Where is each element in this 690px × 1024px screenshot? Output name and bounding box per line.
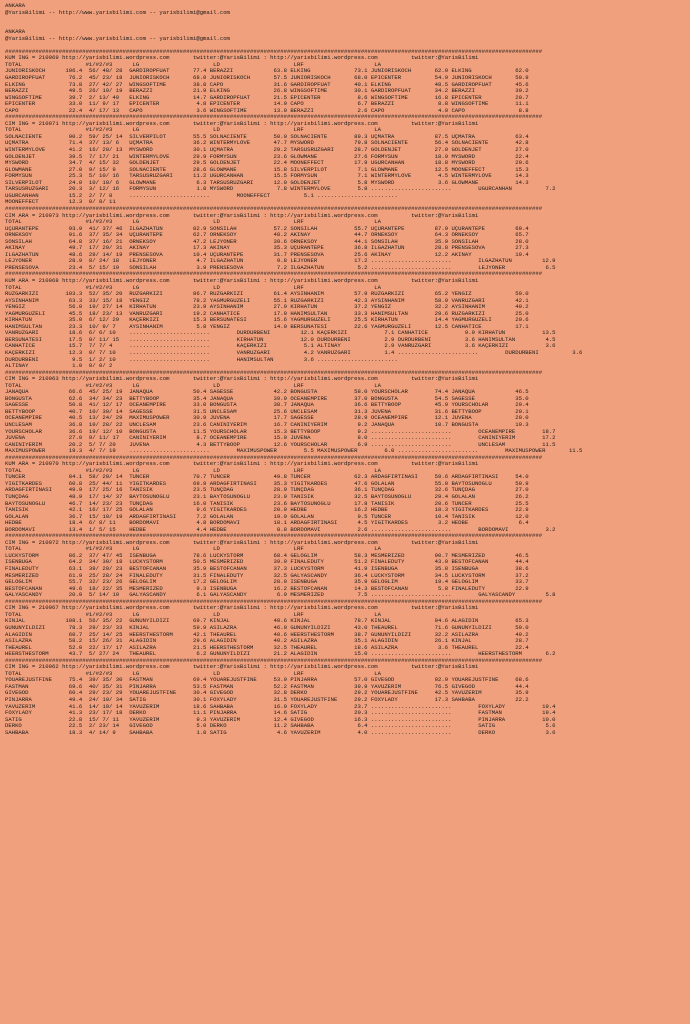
table-row: HEERSTHESTORM 43.7 5/ 27/ 24 THEAUREL 6.2 GÜNÜNYILDIZI 21.2 ALAGIDIN 15.0 ........................ HEERSTHESTORM 6.2 <box>5 651 556 658</box>
table-row: SATIG 22.8 15/ 7/ 11 YAVUZERIM 9.3 YAVUZERIM 12.4 GIVEGOD 16.3 ........................ PINJARRA 10.0 <box>5 716 556 723</box>
column-headers: TOTAL #1/#2/#3 LG LD LRF LA <box>5 61 381 68</box>
column-headers: TOTAL #1/#2/#3 LG LD LRF LA <box>5 127 381 134</box>
race-section <box>5 370 686 455</box>
table-row: MYSWORD 34.7 4/ 15/ 32 GOLDENJET 29.5 GOLDENJET 22.4 MOONEFFECT 17.9 UGURCANHAN 18.8 MYSWORD 20.6 <box>5 160 529 167</box>
separator-line: ################################################################################################################################################################ <box>5 454 543 461</box>
table-row: ILGAZHATUN 48.6 29/ 14/ 19 PRENSESOVA 10.4 UÇURANTEPE 31.7 PRENSESOVA 25.6 AKINAY 12.2 AKINAY 19.4 <box>5 251 529 258</box>
table-row: ALAGIDIN 60.7 25/ 14/ 25 HEERSTHESTORM 42.1 THEAUREL 40.6 HEERSTHESTORM 38.7 GÜNÜNYILDIZI 32.2 ASILAZRA 49.2 <box>5 631 529 638</box>
separator-line: ################################################################################################################################################################ <box>5 533 543 540</box>
header-line: ANKARA <box>5 29 26 36</box>
table-row: TUNCER 84.1 58/ 29/ 14 TUNCER 70.7 TUNCER 49.8 TUNCER 62.3 ARDAGFIRTINASI 59.6 ARDAGFIRTINASI 54.0 <box>5 474 529 481</box>
header-line: @YarisBilimi -- http://www.yarisbilimi.com -- yarisbilimi@gmail.com <box>5 35 230 42</box>
race-title: KUM ING = 210069 http://yarisbilimi.wordpress.com twitter:@YarisBilimi : http://yarisbilimi.wordpress.com twitter:@YarisBilimi <box>5 55 479 62</box>
table-row: THEAUREL 52.0 22/ 17/ 17 ASILAZRA 21.5 HEERSTHESTORM 32.5 THEAUREL 18.6 ASILAZRA 3.6 THEAUREL 22.4 <box>5 644 529 651</box>
separator-line: ################################################################################################################################################################ <box>5 114 543 121</box>
race-section <box>5 658 686 737</box>
table-row: JANAQUA 66.6 45/ 25/ 19 JANAQUA 50.4 SAGESSE 42.2 BONGUSTA 58.0 YOURSCHOLAR 74.4 JANAQUA 46.5 <box>5 389 529 396</box>
race-title: CIM ING = 210062 http://yarisbilimi.wordpress.com twitter:@YarisBilimi : http://yarisbilimi.wordpress.com twitter:@YarisBilimi <box>5 664 479 671</box>
table-row: ÖRNEKSOY 91.6 37/ 35/ 34 UÇURANTEPE 62.7 ÖRNEKSOY 48.2 AKINAY 44.7 ÖRNEKSOY 64.3 ÖRNEKSOY 65.7 <box>5 232 529 239</box>
table-row: GOLDENJET 39.5 7/ 17/ 21 WINTERMYLOVE 29.9 FORMYSUN 23.6 GLOWMANE 27.6 FORMYSUN 18.9 MYSWORD 22.4 <box>5 153 529 160</box>
table-row: FOXYLADY 41.3 23/ 17/ 18 DERKO 11.1 PINJARRA 14.6 SATIG 20.3 ........................ FASTMAN 19.4 <box>5 710 556 717</box>
table-row: EPICENTER 33.0 11/ 9/ 17 EPICENTER 4.8 EPICENTER 14.9 CAPO 6.7 BERAZZI 8.8 WINGSOFTIME 11.1 <box>5 101 529 108</box>
header-line: ANKARA <box>5 3 26 9</box>
table-row: KINJAL 108.1 56/ 35/ 22 GÜNÜNYILDIZI 69.7 KINJAL 48.6 KINJAL 78.7 KINJAL 94.6 ALAGIDIN 65.3 <box>5 618 529 625</box>
table-row: BERAZZI 49.5 26/ 19/ 19 BERAZZI 21.9 ELKING 26.8 WINGSOFTIME 30.1 GARDIROPFUAT 34.2 BERAZZI 30.2 <box>5 88 529 95</box>
header-line: @YarisBilimi -- http://www.yarisbilimi.com -- yarisbilimi@gmail.com <box>5 9 230 16</box>
table-row: GALYASCANDY 20.0 5/ 14/ 19 GALYASCANDY 6.1 GALYASCANDY 6.9 MESMERIZED 7.5 ........................ GALYASCANDY 5.8 <box>5 592 556 599</box>
table-row: ALTINAY 1.0 0/ 0/ 2 <box>5 363 113 370</box>
table-row: HEDBE 18.4 6/ 8/ 11 BORDOMAVI 4.8 BORDOMAVI 18.1 ARDAGFIRTINASI 4.5 YIGITKARDES 3.2 HEDBE 6.4 <box>5 520 529 527</box>
separator-line: ################################################################################################################################################################ <box>5 598 543 605</box>
table-row: WINGSOFTIME 39.7 2/ 13/ 49 ELKING 14.7 GARDIROPFUAT 21.5 EPICENTER 8.6 WINGSOFTIME 16.8 EPICENTER 20.7 <box>5 94 529 101</box>
column-headers: TOTAL #1/#2/#3 LG LD LRF LA <box>5 467 381 474</box>
table-row: CANHATICE 15.7 7/ 7/ 4 ........................ KAÇERKIZI 5.1 ALTINAY 2.9 VANRÜZGARI 3.6 KAÇERKIZI 3.6 <box>5 343 556 350</box>
race-title: CIM ING = 210071 http://yarisbilimi.wordpress.com twitter:@YarisBilimi : http://yarisbilimi.wordpress.com twitter:@YarisBilimi <box>5 120 479 127</box>
race-section <box>5 533 686 598</box>
table-row: BERSUNATESI 17.5 0/ 11/ 15 ........................ KIRHATUN 12.0 DURDURBENI 2.9 DURDURBENI 3.6 HANIMSULTAN 4.5 <box>5 336 556 343</box>
table-row: SONSILAH 64.8 37/ 16/ 21 ÖRNEKSOY 47.2 LEJYONER 39.6 ÖRNEKSOY 44.1 SONSILAH 35.9 SONSILAH 28.0 <box>5 238 529 245</box>
table-row: RÜZGARKIZI 103.3 52/ 35/ 20 RÜZGARKIZI 86.7 RÜZGARKIZI 61.4 AYSINHANIM 57.9 RÜZGARKIZI 65.2 YENGIZ 59.0 <box>5 291 529 298</box>
table-row: UÇMATRA 71.4 37/ 13/ 6 UÇMATRA 36.2 WINTERMYLOVE 47.7 MYSWORD 79.8 SOLNACIENTE 56.4 SOLNACIENTE 42.8 <box>5 140 529 147</box>
race-section <box>5 599 686 658</box>
table-row: YENGIZ 56.0 19/ 27/ 14 KIRHATUN 23.9 AYSINHANIM 27.9 KIRHATUN 37.2 YENGIZ 32.2 AYSINHANIM 40.2 <box>5 304 529 311</box>
table-row: DURDURBENI 9.5 1/ 2/ 10 ........................ HANIMSULTAN 3.6 ........................ <box>5 356 398 363</box>
table-row: GÖLALAN 36.7 15/ 10/ 19 ARDAGFIRTINASI 7.2 GÖLALAN 19.9 GÖLALAN 9.5 TUNCER 10.4 TANISIK 12.0 <box>5 513 529 520</box>
table-row: ISENBUGA 64.2 34/ 30/ 18 LUCKYSTORM 50.5 MESMERIZED 39.9 FINALEDUTY 51.2 FINALEDUTY 43.0 BESTOFCANAN 44.4 <box>5 559 529 566</box>
table-row: KAÇERKIZI 12.3 0/ 7/ 10 ........................ VANRÜZGARI 4.2 VANRÜZGARI 1.4 ........................ DURDURBENI 3.6 <box>5 349 583 356</box>
table-row: YAGMURGÜZELI 45.5 18/ 23/ 13 VANRÜZGARI 19.2 CANHATICE 17.9 HANIMSULTAN 33.3 HANIMSULTAN 29.6 RÜZGARKIZI 25.0 <box>5 310 529 317</box>
table-row: YOUAREJUSTFINE 75.4 39/ 35/ 30 FASTMAN 69.4 YOUAREJUSTFINE 53.9 PINJARRA 57.0 GIVEGOD 92.9 YOUAREJUSTFINE 68.6 <box>5 677 529 684</box>
table-row: TUNÇDAG 48.9 17/ 14/ 37 BAYTOSUNOGLU 23.1 BAYTOSUNOGLU 23.9 TANISIK 32.5 BAYTOSUNOGLU 29.4 GÖLALAN 26.2 <box>5 494 529 501</box>
table-row: MAXIMUSPOWER 19.3 4/ 7/ 19 ........................ MAXIMUSPOWER 5.5 MAXIMUSPOWER 6.0 ........................ MAXIMUSPOWER 11.5 <box>5 448 583 455</box>
column-headers: TOTAL #1/#2/#3 LG LD LRF LA <box>5 284 381 291</box>
race-title: CIM ING = 210063 http://yarisbilimi.wordpress.com twitter:@YarisBilimi : http://yarisbilimi.wordpress.com twitter:@YarisBilimi <box>5 376 479 383</box>
table-row: MOONEFFECT 12.3 0/ 8/ 11 <box>5 199 116 206</box>
table-row: SILVERPILOT 24.0 10/ 10/ 6 GLOWMANE 6.3 TARSUSRÜZGARI 12.0 GOLDENJET 5.8 MYSWORD 3.6 GLOWMANE 14.3 <box>5 179 529 186</box>
race-section <box>5 455 686 534</box>
table-row: GARDIROPFUAT 76.2 45/ 23/ 18 JUNIORISKOCH 68.0 JUNIORISKOCH 57.5 JUNIORISKOCH 68.0 EPICENTER 54.9 JUNIORISKOCH 50.9 <box>5 75 529 82</box>
table-row: TARSUSRÜZGARI 20.3 3/ 12/ 16 FORMYSUN 1.8 MYSWORD 7.8 WINTERMYLOVE 5.8 ........................ UGURCANHAN 7.2 <box>5 186 556 193</box>
table-row: DERKO 22.5 2/ 23/ 14 GIVEGOD 5.0 DERKO 11.2 SAHBABA 6.4 ........................ SATIG 5.6 <box>5 723 556 730</box>
table-row: ASILAZRA 58.2 15/ 26/ 31 ALAGIDIN 29.6 ALAGIDIN 40.2 ASILAZRA 35.1 ALAGIDIN 26.1 KINJAL 28.7 <box>5 638 529 645</box>
table-row: GIVEGOD 60.4 29/ 23/ 29 YOUAREJUSTFINE 30.4 GIVEGOD 32.8 DERKO 29.2 YOUAREJUSTFINE 42.5 YAVUZERIM 35.9 <box>5 690 529 697</box>
table-row: BAYTOSUNOGLU 46.7 14/ 23/ 23 TUNÇDAG 16.0 TANISIK 23.6 BAYTOSUNOGLU 17.8 TANISIK 20.6 TUNCER 25.5 <box>5 500 529 507</box>
race-title: KUM ARA = 210068 http://yarisbilimi.wordpress.com twitter:@YarisBilimi : http://yarisbilimi.wordpress.com twitter:@YarisBilimi <box>5 277 479 284</box>
table-row: CANINIYERIM 20.2 5/ 7/ 20 JUVENA 4.3 BETTYBOOP 12.6 YOURSCHOLAR 6.9 ........................ UNCLESAM 11.5 <box>5 441 556 448</box>
table-row: UGURCANHAN 15.2 2/ 7/ 8 ........................ MOONEFFECT 5.1 ........................ <box>5 192 398 199</box>
race-title: KUM ARA = 210070 http://yarisbilimi.wordpress.com twitter:@YarisBilimi : http://yarisbilimi.wordpress.com twitter:@YarisBilimi <box>5 461 479 468</box>
column-headers: TOTAL #1/#2/#3 LG LD LRF LA <box>5 546 381 553</box>
race-section <box>5 49 686 114</box>
table-row: KIRHATUN 35.0 6/ 12/ 29 KAÇERKIZI 15.3 BERSUNATESI 15.6 YAGMURGÜZELI 25.5 KIRHATUN 14.4 YAGMURGÜZELI 20.6 <box>5 317 529 324</box>
table-row: BONGUSTA 62.6 34/ 34/ 23 BETTYBOOP 35.4 JANAQUA 39.9 OCEANEMPIRE 37.0 BONGUSTA 54.5 SAGESSE 35.0 <box>5 395 529 402</box>
table-row: UÇURANTEPE 93.9 41/ 37/ 46 ILGAZHATUN 82.9 SONSILAH 57.2 SONSILAH 55.7 UÇURANTEPE 87.9 UÇURANTEPE 69.4 <box>5 225 529 232</box>
table-row: SAHBABA 18.3 4/ 14/ 9 SAHBABA 1.8 SATIG 4.6 YAVUZERIM 4.0 ........................ DERKO 3.6 <box>5 729 556 736</box>
column-headers: TOTAL #1/#2/#3 LG LD LRF LA <box>5 611 381 618</box>
table-row: JUNIORISKOCH 106.4 56/ 48/ 28 GARDIROPFUAT 77.4 BERAZZI 63.8 ELKING 73.1 JUNIORISKOCH 62.0 ELKING 62.0 <box>5 68 529 75</box>
table-row: CAPO 22.4 4/ 17/ 13 CAPO 3.6 WINGSOFTIME 13.0 BERAZZI 2.6 CAPO 4.0 CAPO 8.8 <box>5 107 529 114</box>
race-section <box>5 206 686 271</box>
column-headers: TOTAL #1/#2/#3 LG LD LRF LA <box>5 382 381 389</box>
table-row: OCEANEMPIRE 40.5 13/ 24/ 29 MAXIMUSPOWER 30.9 JUVENA 17.7 SAGESSE 28.9 OCEANEMPIRE 12.1 JUVENA 20.0 <box>5 415 529 422</box>
table-row: SOLNACIENTE 90.2 59/ 25/ 14 SILVERPILOT 55.5 SOLNACIENTE 50.0 SOLNACIENTE 89.3 UÇMATRA 87.5 UÇMATRA 63.4 <box>5 133 529 140</box>
table-row: FASTMAN 69.6 40/ 35/ 31 PINJARRA 53.5 FASTMAN 52.2 FASTMAN 39.9 YAVUZERIM 76.5 GIVEGOD 44.4 <box>5 683 529 690</box>
table-row: SAGESSE 50.8 41/ 12/ 17 OCEANEMPIRE 33.0 BONGUSTA 38.7 JANAQUA 36.6 BETTYBOOP 45.9 YOURSCHOLAR 29.4 <box>5 402 529 409</box>
table-row: UNCLESAM 36.8 10/ 28/ 22 UNCLESAM 23.6 CANINIYERIM 16.7 CANINIYERIM 9.2 JANAQUA 10.7 BONGUSTA 19.3 <box>5 422 529 428</box>
separator-line: ################################################################################################################################################################ <box>5 657 543 664</box>
table-row: YIGITKARDES 60.8 25/ 44/ 11 YIGITKARDES 69.9 ARDAGFIRTINASI 35.3 YIGITKARDES 47.6 GÖLALAN 55.0 BAYTOSUNOGLU 50.9 <box>5 480 529 487</box>
report-header <box>5 3 686 49</box>
separator-line: ################################################################################################################################################################ <box>5 369 543 376</box>
table-row: GÜNÜNYILDIZI 78.3 29/ 23/ 33 KINJAL 59.9 ASILAZRA 46.0 GÜNÜNYILDIZI 43.0 THEAUREL 71.6 GÜNÜNYILDIZI 59.0 <box>5 624 529 631</box>
table-row: GLOWMANE 27.0 9/ 15/ 9 SOLNACIENTE 28.6 GLOWMANE 15.8 SILVERPILOT 7.1 GLOWMANE 12.5 MOONEFFECT 15.3 <box>5 166 529 173</box>
table-row: PINJARRA 49.4 24/ 19/ 34 SATIG 30.1 FOXYLADY 31.5 YOUAREJUSTFINE 29.2 FOXYLADY 17.3 SAHBABA 22.2 <box>5 696 529 703</box>
race-title: CIM ING = 210067 http://yarisbilimi.wordpress.com twitter:@YarisBilimi : http://yarisbilimi.wordpress.com twitter:@YarisBilimi <box>5 605 479 612</box>
table-row: LEJYONER 28.9 8/ 24/ 18 LEJYONER 4.7 ILGAZHATUN 9.8 LEJYONER 17.2 ........................ ILGAZHATUN 12.9 <box>5 258 556 265</box>
table-row: YOURSCHOLAR 36.6 19/ 12/ 10 BONGUSTA 11.5 YOURSCHOLAR 15.3 BETTYBOOP 9.2 ........................ OCEANEMPIRE 18.7 <box>5 428 556 435</box>
table-row: MESMERIZED 61.9 25/ 28/ 24 FINALEDUTY 31.5 FINALEDUTY 32.5 GALYASCANDY 36.4 LUCKYSTORM 34.5 LUCKYSTORM 37.2 <box>5 572 529 579</box>
column-headers: TOTAL #1/#2/#3 LG LD LRF LA <box>5 219 381 226</box>
table-row: AYSINHANIM 63.3 33/ 15/ 18 YENGIZ 78.2 YAGMURGÜZELI 55.1 RÜZGARKIZI 42.3 AYSINHANIM 58.0 VANRÜZGARI 42.1 <box>5 297 529 304</box>
table-row: TANISIK 42.1 16/ 17/ 25 GÖLALAN 9.6 YIGITKARDES 20.9 HEDBE 16.2 HEDBE 18.3 YIGITKARDES 22.9 <box>5 507 529 514</box>
table-row: BETTYBOOP 40.7 10/ 30/ 14 SAGESSE 31.5 UNCLESAM 25.6 UNCLESAM 31.3 JUVENA 31.6 BETTYBOOP 20.1 <box>5 408 529 415</box>
table-row: YAVUZERIM 41.6 14/ 19/ 14 YAVUZERIM 18.6 SAHBABA 16.0 FOXYLADY 23.7 ........................ FOXYLADY 19.4 <box>5 703 556 710</box>
race-title: CIM ARA = 210073 http://yarisbilimi.wordpress.com twitter:@YarisBilimi : http://yarisbilimi.wordpress.com twitter:@YarisBilimi <box>5 212 479 219</box>
race-sections <box>5 49 686 736</box>
table-row: WINTERMYLOVE 41.2 16/ 20/ 13 MYSWORD 30.1 UÇMATRA 29.2 TARSUSRÜZGARI 28.7 GOLDENJET 27.0 GOLDENJET 27.0 <box>5 147 529 154</box>
separator-line: ################################################################################################################################################################ <box>5 205 543 212</box>
table-row: FORMYSUN 25.3 5/ 10/ 16 TARSUSRÜZGARI 11.2 UGURCANHAN 15.5 FORMYSUN 7.1 WINTERMYLOVE 4.5 WINTERMYLOVE 14.3 <box>5 173 529 180</box>
table-row: HANIMSULTAN 23.3 10/ 9/ 7 AYSINHANIM 5.8 YENGIZ 14.0 BERSUNATESI 22.6 YAGMURGÜZELI 12.5 CANHATICE 17.1 <box>5 323 529 330</box>
table-row: VANRÜZGARI 18.6 6/ 6/ 10 ........................ DURDURBENI 12.1 KAÇERKIZI 7.1 CANHATICE 9.9 KIRHATUN 13.5 <box>5 330 556 337</box>
table-row: JUVENA 27.0 9/ 11/ 17 CANINIYERIM 8.7 OCEANEMPIRE 15.0 JUVENA 8.0 ........................ CANINIYERIM 17.2 <box>5 435 556 442</box>
separator-line: ################################################################################################################################################################ <box>5 271 543 278</box>
table-row: GELOGLIM 55.7 32/ 23/ 26 GELOGLIM 17.2 GELOGLIM 28.0 ISENBUGA 35.9 GELOGLIM 19.4 GELOGLIM 33.7 <box>5 579 529 586</box>
race-title: CIM ING = 210072 http://yarisbilimi.wordpress.com twitter:@YarisBilimi : http://yarisbilimi.wordpress.com twitter:@YarisBilimi <box>5 539 479 546</box>
race-section <box>5 114 686 206</box>
separator-line: ################################################################################################################################################################ <box>5 48 543 55</box>
table-row: BESTOFCANAN 49.6 18/ 22/ 35 MESMERIZED 9.3 ISENBUGA 16.2 BESTOFCANAN 14.3 BESTOFCANAN 5.8 FINALEDUTY 22.9 <box>5 585 529 592</box>
table-row: ARDAGFIRTINASI 49.9 17/ 25/ 16 TANISIK 23.5 TUNÇDAG 28.9 TUNÇDAG 36.1 TUNÇDAG 32.6 TUNÇDAG 27.0 <box>5 487 529 494</box>
table-row: LUCKYSTORM 86.2 37/ 47/ 45 ISENBUGA 78.6 LUCKYSTORM 68.4 GELOGLIM 58.3 MESMERIZED 90.7 MESMERIZED 46.5 <box>5 552 529 559</box>
table-row: ELKING 73.8 27/ 42/ 27 WINGSOFTIME 38.8 CAPO 31.6 GARDIROPFUAT 40.1 ELKING 48.5 GARDIROPFUAT 45.6 <box>5 81 529 88</box>
table-row: FINALEDUTY 63.1 39/ 20/ 23 BESTOFCANAN 35.9 BESTOFCANAN 37.3 LUCKYSTORM 41.9 ISENBUGA 35.8 ISENBUGA 38.6 <box>5 566 529 573</box>
table-row: BORDOMAVI 13.4 1/ 5/ 15 HEDBE 4.4 HEDBE 8.8 BORDOMAVI 2.6 ........................ BORDOMAVI 3.2 <box>5 526 556 533</box>
table-row: AKINAY 49.7 17/ 29/ 31 AKINAY 17.3 AKINAY 35.3 UÇURANTEPE 36.8 ILGAZHATUN 28.8 PRENSESOVA 27.3 <box>5 245 529 252</box>
column-headers: TOTAL #1/#2/#3 LG LD LRF LA <box>5 670 381 677</box>
table-row: PRENSESOVA 23.4 5/ 15/ 19 SONSILAH 3.9 PRENSESOVA 7.2 ILGAZHATUN 5.2 ........................ LEJYONER 6.5 <box>5 264 556 271</box>
race-section <box>5 271 686 369</box>
